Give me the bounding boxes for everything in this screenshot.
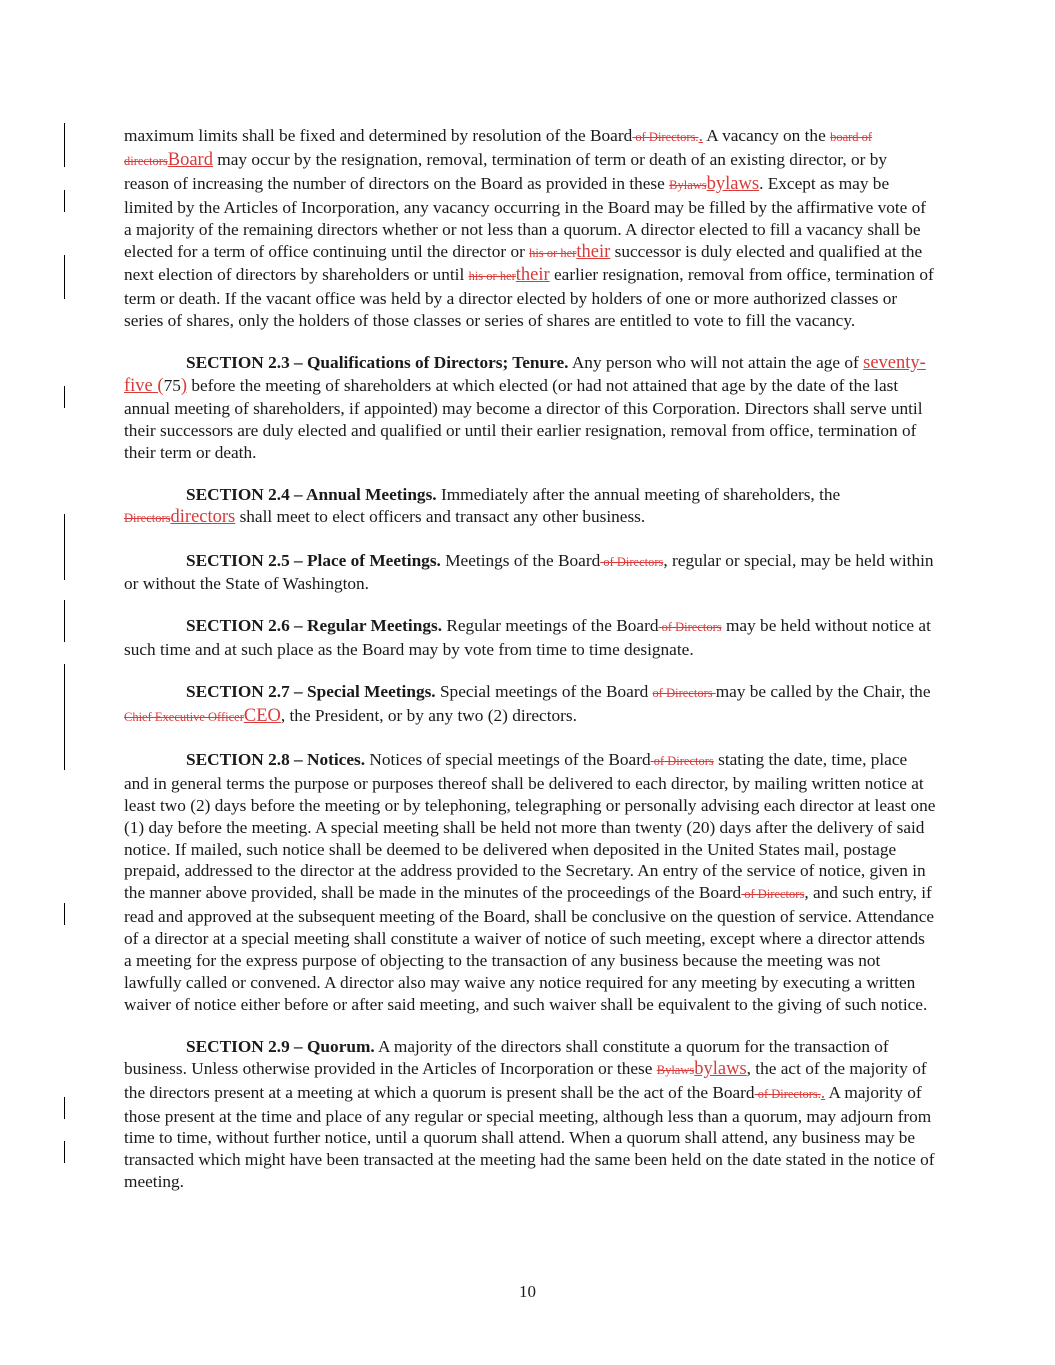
- deleted-text: his or her: [529, 245, 577, 260]
- change-bar: [64, 190, 65, 212]
- text: A vacancy on the: [702, 126, 831, 145]
- change-bar: [64, 123, 65, 167]
- inserted-text: CEO: [243, 706, 281, 727]
- deleted-text: Bylaws: [656, 1062, 695, 1077]
- section-heading: SECTION 2.8 – Notices.: [186, 749, 366, 769]
- change-bar: [64, 558, 65, 580]
- deleted-text: of Directors.: [754, 1086, 821, 1101]
- text: Notices of special meetings of the Board: [365, 749, 651, 769]
- section-2-9: [124, 1036, 936, 1193]
- section-2-4: [124, 484, 936, 530]
- text: Special meetings of the Board: [435, 682, 653, 702]
- change-bar: [64, 664, 65, 770]
- section-heading: SECTION 2.7 – Special Meetings.: [186, 682, 436, 702]
- deleted-text: of Directors: [600, 554, 664, 569]
- inserted-text: bylaws: [694, 1058, 747, 1079]
- inserted-text: directors: [170, 506, 236, 527]
- deleted-text: of Directors: [650, 753, 714, 768]
- section-2-7: [124, 681, 936, 729]
- section-heading: SECTION 2.6 – Regular Meetings.: [186, 616, 443, 636]
- text: 75: [163, 376, 181, 396]
- page-number: 10: [519, 1282, 536, 1301]
- inserted-text: Board: [167, 149, 213, 170]
- text: maximum limits shall be fixed and determined by resolution of the Board: [124, 126, 633, 145]
- deleted-text: board of directors: [124, 130, 873, 168]
- deleted-text: of Directors: [652, 686, 716, 701]
- deleted-text: of Directors: [741, 887, 805, 902]
- inserted-text: seventy-five (: [124, 353, 926, 397]
- text: , the act of the majority of the directors present at a meeting at which a quorum is present shall be the act of the Board: [124, 1058, 927, 1102]
- inserted-text: .: [698, 126, 703, 145]
- section-heading: SECTION 2.4 – Annual Meetings.: [186, 484, 437, 504]
- deleted-text: of Directors.: [632, 130, 699, 144]
- section-heading: SECTION 2.5 – Place of Meetings.: [186, 550, 441, 570]
- change-bar: [64, 903, 65, 925]
- inserted-text: ): [180, 376, 188, 397]
- section-2-6: [124, 615, 936, 661]
- text: may occur by the resignation, removal, termination of term or death of an existing director, or by reason of increasing the number of directors on the Board as provided in these: [124, 149, 887, 193]
- section-2-5: [124, 550, 936, 596]
- text: Immediately after the annual meeting of shareholders, the: [436, 484, 841, 504]
- body-text: [124, 125, 936, 1213]
- deleted-text: Bylaws: [669, 177, 707, 192]
- text: A majority of the directors shall constitute a quorum for the transaction of business. Unless otherwise provided in the Articles of Incorporation or these: [124, 1036, 889, 1078]
- change-bar: [64, 255, 65, 299]
- text: may be called by the Chair, the: [715, 682, 931, 702]
- inserted-text: their: [576, 241, 611, 262]
- section-heading: SECTION 2.9 – Quorum.: [186, 1036, 375, 1056]
- text: A majority of those present at the time and place of any regular or special meeting, although less than a quorum, may adjourn from time to time, without further notice, until a quorum shall attend. When a quorum shall attend, any business may be transacted which might have been transacted at the meeting had the same been held on the date stated in the notice of meeting.: [124, 1082, 935, 1192]
- inserted-text: bylaws: [706, 173, 760, 194]
- change-bar: [64, 1141, 65, 1163]
- deleted-text: of Directors: [658, 620, 722, 635]
- change-bar: [64, 386, 65, 408]
- text: , and such entry, if read and approved at the subsequent meeting of the Board, shall be conclusive on the question of service. Attendance of a director at a special meeting shall constitute a waiver of notice of such meeting, except where a director attends a meeting for the express purpose of objecting to the transaction of any business because the meeting was not lawfully called or convened. A director also may waive any notice required for any meeting by executing a written waiver of notice either before or after said meeting, and such waiver shall be equivalent to the giving of such notice.: [124, 883, 935, 1014]
- inserted-text: their: [515, 265, 550, 286]
- deleted-text: Chief Executive Officer: [124, 710, 244, 725]
- change-bar: [64, 600, 65, 642]
- change-bar: [64, 1097, 65, 1119]
- text: , regular or special, may be held within or without the State of Washington.: [124, 550, 934, 594]
- section-heading: SECTION 2.3 – Qualifications of Directors; Tenure.: [186, 353, 569, 373]
- inserted-text: .: [820, 1082, 826, 1102]
- text: , the President, or by any two (2) directors.: [280, 706, 577, 726]
- deleted-text: his or her: [468, 269, 516, 284]
- text: Meetings of the Board: [440, 550, 601, 570]
- section-2-8: [124, 749, 936, 1016]
- text: earlier resignation, removal from office, termination of term or death. If the vacant office was held by a director elected by holders of one or more authorized classes or series of shares, only the holders of those classes or series of shares are entitled to vote to fill the vacancy.: [124, 265, 934, 331]
- text: Any person who will not attain the age of: [568, 353, 864, 373]
- deleted-text: Directors: [124, 510, 171, 525]
- text: shall meet to elect officers and transact any other business.: [235, 506, 646, 526]
- text: Regular meetings of the Board: [442, 616, 659, 636]
- text: may be held without notice at such time and at such place as the Board may by vote from time to time designate.: [124, 616, 931, 660]
- section-2-3: [124, 352, 936, 464]
- text: stating the date, time, place and in general terms the purpose or purposes thereof shall be delivered to each director, by mailing written notice at least two (2) days before the meeting or by telephoning, telegraphing or personally advising each director at least one (1) day before the meeting. A special meeting shall be held not more than twenty (20) days after the delivery of said notice. If mailed, such notice shall be deemed to be delivered when deposited in the United States mail, postage prepaid, addressed to the director at the address provided to the Secretary. An entry of the service of notice, given in the manner above provided, shall be made in the minutes of the proceedings of the Board: [124, 749, 936, 903]
- change-bar: [64, 514, 65, 558]
- paragraph-vacancies: [124, 125, 936, 332]
- text: . Except as may be limited by the Articles of Incorporation, any vacancy occurring in the Board may be filled by the affirmative vote of a majority of the remaining directors whether or not less than a quorum. A director elected to fill a vacancy shall be elected for a term of office continuing until the director or: [124, 173, 927, 261]
- text: before the meeting of shareholders at which elected (or had not attained that age by the date of the last annual meeting of shareholders, if appointed) may become a director of this Corporation. Directors shall serve until their successors are duly elected and qualified or until their earlier resignation, removal from office, termination of their term or death.: [124, 376, 923, 462]
- text: successor is duly elected and qualified at the next election of directors by shareholders or until: [124, 241, 923, 285]
